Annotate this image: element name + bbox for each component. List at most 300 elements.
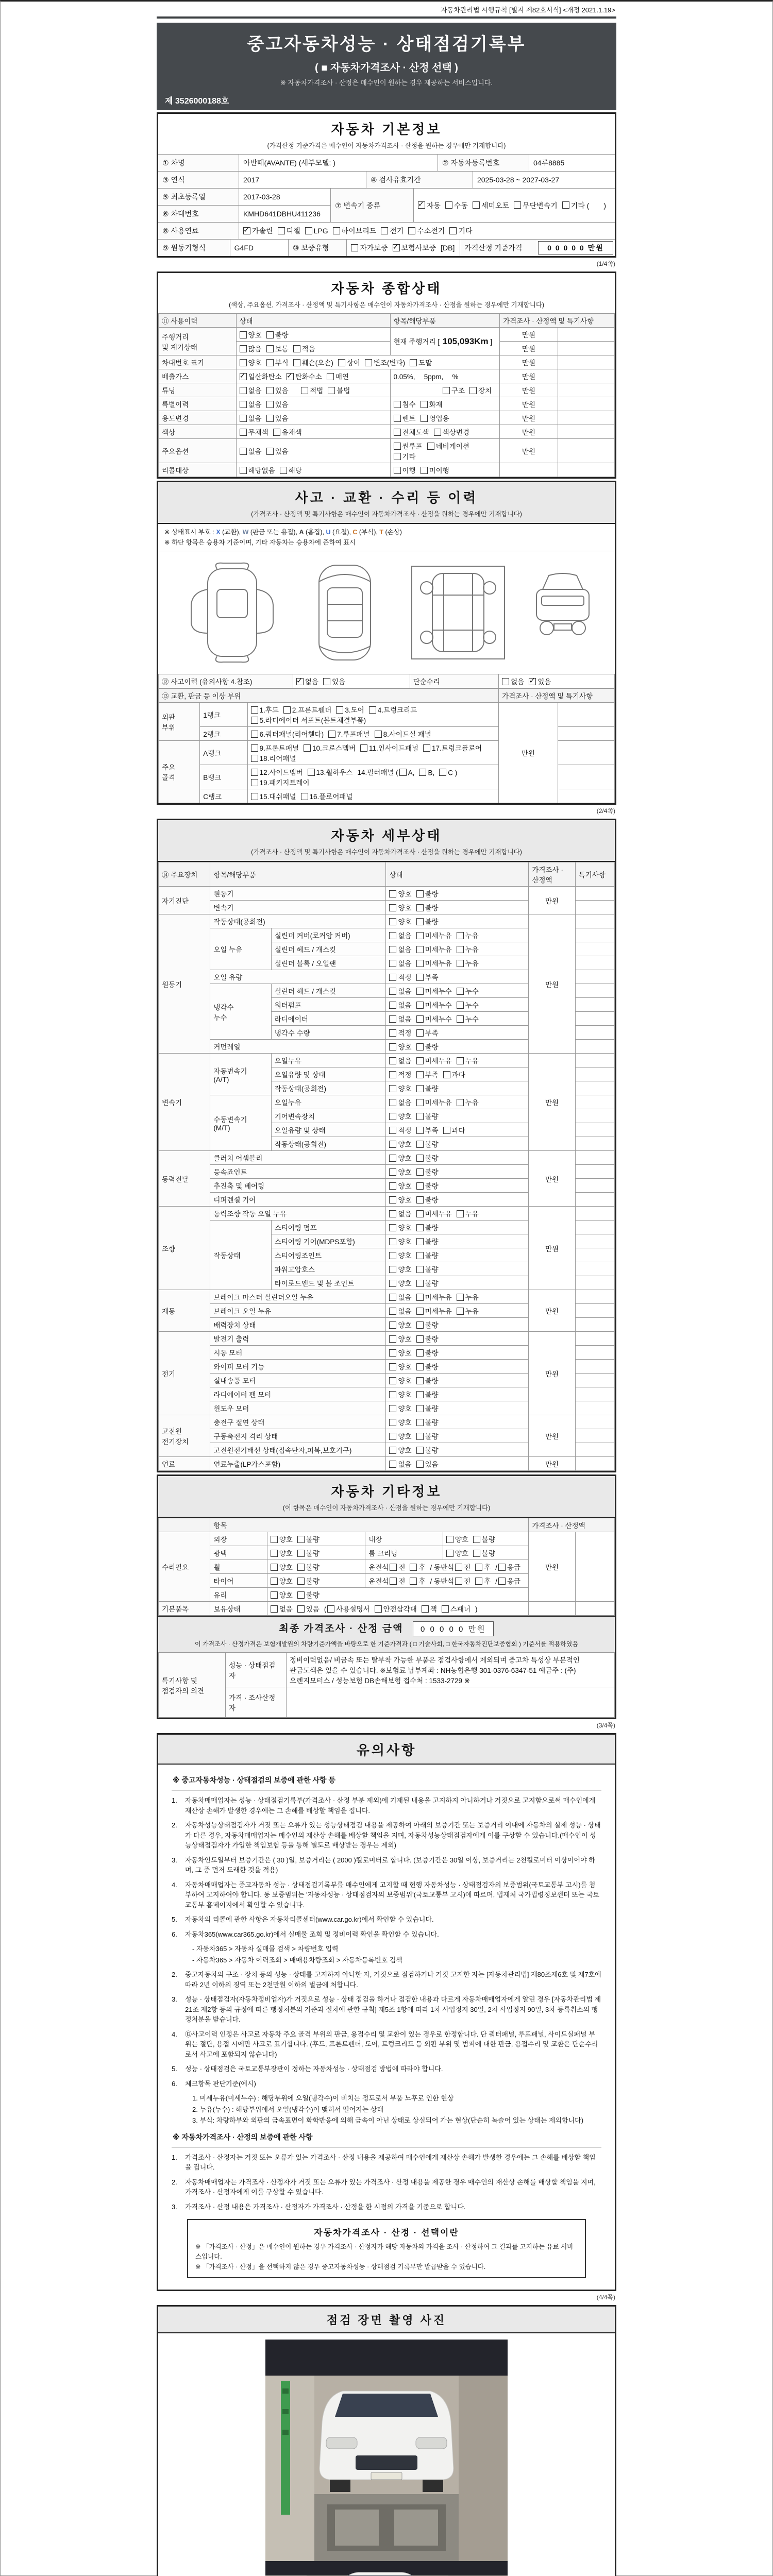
checkbox-icon[interactable] xyxy=(251,717,258,724)
checkbox-option[interactable]: 6.쿼터패널(리어휀다) xyxy=(251,728,324,739)
checkbox-icon[interactable] xyxy=(271,1578,278,1585)
checkbox-option[interactable]: 미세누유 xyxy=(416,930,452,940)
checkbox-option[interactable]: 양호 xyxy=(389,1403,411,1413)
checkbox-option[interactable]: 불량 xyxy=(416,1222,439,1232)
table-cell[interactable] xyxy=(236,439,390,463)
checkbox-icon[interactable] xyxy=(389,1085,396,1092)
table-cell[interactable] xyxy=(386,1012,529,1026)
checkbox-icon[interactable] xyxy=(389,1266,396,1273)
checkbox-option[interactable]: 누유 xyxy=(457,958,479,968)
checkbox-option[interactable]: 부족 xyxy=(416,1125,439,1135)
checkbox-option[interactable]: 있음 xyxy=(266,446,289,456)
checkbox-checked-icon[interactable] xyxy=(296,678,304,685)
checkbox-option[interactable]: 양호 xyxy=(389,1264,411,1274)
checkbox-option[interactable]: 있음 xyxy=(297,1603,320,1614)
checkbox-icon[interactable] xyxy=(421,467,428,474)
checkbox-icon[interactable] xyxy=(273,429,280,436)
checkbox-option[interactable]: 불량 xyxy=(416,1278,439,1288)
table-cell[interactable] xyxy=(390,369,500,383)
checkbox-option[interactable]: ✓ 있음 xyxy=(529,676,551,686)
checkbox-icon[interactable] xyxy=(416,1363,424,1370)
checkbox-option[interactable]: 없음 xyxy=(389,944,411,954)
checkbox-option[interactable]: 전 xyxy=(390,1575,405,1586)
checkbox-icon[interactable] xyxy=(389,1419,396,1426)
checkbox-option[interactable]: ✓ 탄화수소 xyxy=(287,371,322,381)
checkbox-option[interactable]: 누유 xyxy=(457,1055,479,1065)
checkbox-icon[interactable] xyxy=(514,201,521,209)
checkbox-option[interactable]: 양호 xyxy=(389,1153,411,1163)
checkbox-icon[interactable] xyxy=(369,706,376,714)
checkbox-icon[interactable] xyxy=(389,988,396,995)
checkbox-icon[interactable] xyxy=(423,744,430,752)
checkbox-icon[interactable] xyxy=(446,1550,453,1557)
checkbox-icon[interactable] xyxy=(416,1294,424,1301)
checkbox-icon[interactable] xyxy=(416,1002,424,1009)
table-cell[interactable] xyxy=(386,914,529,928)
checkbox-icon[interactable] xyxy=(416,1029,424,1037)
checkbox-icon[interactable] xyxy=(416,1321,424,1329)
table-cell[interactable] xyxy=(267,1546,365,1560)
checkbox-option[interactable]: 없음 xyxy=(389,1292,411,1302)
checkbox-icon[interactable] xyxy=(240,467,247,474)
checkbox-icon[interactable] xyxy=(394,415,401,422)
checkbox-option[interactable]: 없음 xyxy=(389,1097,411,1107)
checkbox-checked-icon[interactable] xyxy=(287,373,294,380)
table-cell[interactable] xyxy=(365,1560,529,1574)
checkbox-icon[interactable] xyxy=(251,744,258,752)
checkbox-icon[interactable] xyxy=(394,401,401,408)
checkbox-option[interactable]: 없음 xyxy=(389,1306,411,1316)
table-cell[interactable] xyxy=(386,1276,529,1290)
checkbox-option[interactable]: 없음 xyxy=(240,446,262,456)
checkbox-option[interactable]: 미세누수 xyxy=(416,999,452,1010)
checkbox-icon[interactable] xyxy=(389,918,396,925)
checkbox-option[interactable]: 4.트렁크리드 xyxy=(369,704,417,715)
checkbox-icon[interactable] xyxy=(475,1564,482,1571)
checkbox-option[interactable]: 응급 xyxy=(498,1575,520,1586)
checkbox-option[interactable]: 무채색 xyxy=(240,427,268,437)
table-cell[interactable] xyxy=(267,1574,365,1588)
table-cell[interactable] xyxy=(386,1026,529,1040)
checkbox-icon[interactable] xyxy=(328,387,335,394)
checkbox-option[interactable]: 적음 xyxy=(293,343,315,353)
checkbox-icon[interactable] xyxy=(394,443,401,450)
table-cell[interactable] xyxy=(386,970,529,984)
checkbox-option[interactable]: 양호 xyxy=(389,1111,411,1121)
checkbox-checked-icon[interactable] xyxy=(240,373,247,380)
checkbox-icon[interactable] xyxy=(416,1113,424,1120)
checkbox-icon[interactable] xyxy=(297,1564,305,1571)
checkbox-option[interactable]: 적정 xyxy=(389,1027,411,1038)
checkbox-icon[interactable] xyxy=(240,345,247,352)
table-cell[interactable] xyxy=(386,1095,529,1109)
checkbox-icon[interactable] xyxy=(416,1461,424,1468)
checkbox-icon[interactable] xyxy=(416,960,424,967)
checkbox-icon[interactable] xyxy=(562,201,569,209)
checkbox-option[interactable]: 불량 xyxy=(297,1562,320,1572)
checkbox-icon[interactable] xyxy=(351,244,358,251)
checkbox-icon[interactable] xyxy=(394,453,401,460)
checkbox-icon[interactable] xyxy=(394,429,401,436)
checkbox-icon[interactable] xyxy=(416,1405,424,1412)
checkbox-option[interactable]: 있음 xyxy=(416,1459,439,1469)
checkbox-icon[interactable] xyxy=(297,1550,305,1557)
checkbox-icon[interactable] xyxy=(266,345,274,352)
checkbox-icon[interactable] xyxy=(502,678,509,685)
checkbox-option[interactable]: 기타 xyxy=(449,226,472,236)
checkbox-icon[interactable] xyxy=(389,1238,396,1245)
checkbox-option[interactable]: 전기 xyxy=(381,226,404,236)
checkbox-icon[interactable] xyxy=(389,1210,396,1217)
checkbox-option[interactable]: 누수 xyxy=(457,986,479,996)
checkbox-option[interactable]: 없음 xyxy=(389,1208,411,1218)
checkbox-icon[interactable] xyxy=(439,769,446,776)
checkbox-icon[interactable] xyxy=(240,448,247,455)
table-cell[interactable] xyxy=(499,674,615,688)
checkbox-icon[interactable] xyxy=(389,1155,396,1162)
table-cell[interactable] xyxy=(386,1081,529,1095)
checkbox-option[interactable]: 누수 xyxy=(457,999,479,1010)
checkbox-icon[interactable] xyxy=(271,1564,278,1571)
checkbox-option[interactable]: 수소전기 xyxy=(408,226,445,236)
checkbox-option[interactable]: 양호 xyxy=(389,1389,411,1399)
checkbox-icon[interactable] xyxy=(389,1308,396,1315)
checkbox-option[interactable]: 미세누유 xyxy=(416,1055,452,1065)
table-cell[interactable] xyxy=(386,1248,529,1262)
checkbox-option[interactable]: ✓ 없음 xyxy=(296,676,318,686)
checkbox-icon[interactable] xyxy=(293,359,300,366)
table-cell[interactable] xyxy=(386,998,529,1012)
checkbox-icon[interactable] xyxy=(399,769,407,776)
checkbox-option[interactable]: 미세누유 xyxy=(416,1097,452,1107)
checkbox-option[interactable]: 네비게이션 xyxy=(427,440,469,451)
checkbox-icon[interactable] xyxy=(416,1127,424,1134)
checkbox-icon[interactable] xyxy=(297,1591,305,1599)
checkbox-option[interactable]: 양호 xyxy=(389,1445,411,1455)
checkbox-icon[interactable] xyxy=(416,988,424,995)
checkbox-icon[interactable] xyxy=(389,1335,396,1343)
checkbox-option[interactable]: 없음 xyxy=(389,1013,411,1024)
checkbox-option[interactable]: 양호 xyxy=(389,1166,411,1177)
checkbox-option[interactable]: 5.라디에이터 서포트(볼트체결부품) xyxy=(251,715,366,725)
checkbox-option[interactable]: 양호 xyxy=(389,1194,411,1205)
checkbox-icon[interactable] xyxy=(389,1321,396,1329)
checkbox-icon[interactable] xyxy=(389,1141,396,1148)
checkbox-icon[interactable] xyxy=(251,731,258,738)
table-cell[interactable] xyxy=(386,1443,529,1457)
checkbox-icon[interactable] xyxy=(390,1564,397,1571)
checkbox-option[interactable]: 후 xyxy=(410,1562,425,1572)
checkbox-icon[interactable] xyxy=(389,1182,396,1190)
checkbox-icon[interactable] xyxy=(442,1605,449,1613)
checkbox-icon[interactable] xyxy=(381,227,388,234)
checkbox-option[interactable]: 누수 xyxy=(457,1013,479,1024)
checkbox-option[interactable]: 없음 xyxy=(240,399,262,409)
checkbox-option[interactable]: 없음 xyxy=(389,958,411,968)
checkbox-option[interactable]: 없음 xyxy=(389,930,411,940)
checkbox-icon[interactable] xyxy=(457,988,464,995)
checkbox-icon[interactable] xyxy=(457,946,464,953)
table-cell[interactable] xyxy=(236,425,390,439)
checkbox-option[interactable]: 과다 xyxy=(443,1069,465,1079)
checkbox-icon[interactable] xyxy=(240,387,247,394)
checkbox-option[interactable]: 10.크로스멤버 xyxy=(304,742,356,753)
checkbox-icon[interactable] xyxy=(240,429,247,436)
checkbox-option[interactable]: 사용설명서 xyxy=(327,1603,369,1614)
checkbox-option[interactable]: 양호 xyxy=(389,1333,411,1344)
checkbox-icon[interactable] xyxy=(434,429,441,436)
checkbox-icon[interactable] xyxy=(251,706,258,714)
checkbox-option[interactable]: 3.도어 xyxy=(336,704,364,715)
checkbox-option[interactable]: 불량 xyxy=(416,1250,439,1260)
table-cell[interactable] xyxy=(386,1137,529,1151)
checkbox-icon[interactable] xyxy=(389,932,396,939)
table-cell[interactable] xyxy=(247,703,499,727)
checkbox-option[interactable]: 장치 xyxy=(469,385,492,395)
checkbox-option[interactable]: 양호 xyxy=(389,916,411,926)
checkbox-option[interactable]: 양호 xyxy=(389,1041,411,1052)
checkbox-icon[interactable] xyxy=(421,415,428,422)
checkbox-icon[interactable] xyxy=(389,1168,396,1176)
checkbox-option[interactable]: 누유 xyxy=(457,1208,479,1218)
checkbox-icon[interactable] xyxy=(416,1419,424,1426)
checkbox-icon[interactable] xyxy=(473,201,480,209)
table-cell[interactable] xyxy=(386,1387,529,1401)
checkbox-icon[interactable] xyxy=(408,227,415,234)
table-cell[interactable] xyxy=(386,1415,529,1429)
checkbox-option[interactable]: 불량 xyxy=(416,1139,439,1149)
checkbox-option[interactable]: 상이 xyxy=(338,357,360,367)
checkbox-option[interactable]: 불량 xyxy=(416,1375,439,1385)
checkbox-checked-icon[interactable] xyxy=(529,678,536,685)
checkbox-icon[interactable] xyxy=(473,1536,480,1543)
checkbox-icon[interactable] xyxy=(389,1252,396,1259)
checkbox-checked-icon[interactable] xyxy=(393,244,400,251)
checkbox-icon[interactable] xyxy=(416,1335,424,1343)
checkbox-icon[interactable] xyxy=(389,1099,396,1106)
checkbox-icon[interactable] xyxy=(240,359,247,366)
checkbox-icon[interactable] xyxy=(445,201,452,209)
table-cell[interactable] xyxy=(236,397,390,411)
checkbox-icon[interactable] xyxy=(266,401,274,408)
checkbox-option[interactable]: B, xyxy=(419,769,434,777)
checkbox-option[interactable]: 양호 xyxy=(389,1222,411,1232)
checkbox-icon[interactable] xyxy=(457,1057,464,1064)
checkbox-icon[interactable] xyxy=(280,467,287,474)
table-cell[interactable] xyxy=(386,1165,529,1179)
table-cell[interactable] xyxy=(386,1401,529,1415)
checkbox-icon[interactable] xyxy=(389,946,396,953)
checkbox-icon[interactable] xyxy=(416,918,424,925)
checkbox-option[interactable]: 수동 xyxy=(445,200,468,211)
checkbox-option[interactable]: 불량 xyxy=(416,916,439,926)
checkbox-option[interactable]: 있음 xyxy=(323,676,345,686)
checkbox-icon[interactable] xyxy=(389,1349,396,1357)
checkbox-icon[interactable] xyxy=(416,1015,424,1023)
checkbox-option[interactable]: 양호 xyxy=(389,1347,411,1358)
checkbox-option[interactable]: 불량 xyxy=(416,1445,439,1455)
checkbox-icon[interactable] xyxy=(293,345,300,352)
checkbox-option[interactable]: 불량 xyxy=(297,1534,320,1544)
checkbox-option[interactable]: 양호 xyxy=(271,1575,293,1586)
checkbox-option[interactable]: 후 xyxy=(410,1575,425,1586)
checkbox-option[interactable]: 양호 xyxy=(389,1139,411,1149)
checkbox-icon[interactable] xyxy=(416,1196,424,1204)
checkbox-option[interactable]: 불량 xyxy=(416,1111,439,1121)
checkbox-icon[interactable] xyxy=(416,1349,424,1357)
checkbox-checked-icon[interactable] xyxy=(243,227,250,234)
checkbox-option[interactable]: 17.트렁크플로어 xyxy=(423,742,482,753)
table-cell[interactable] xyxy=(386,942,529,956)
table-cell[interactable] xyxy=(386,887,529,901)
table-cell[interactable] xyxy=(386,1304,529,1318)
checkbox-option[interactable]: 도말 xyxy=(410,357,432,367)
checkbox-icon[interactable] xyxy=(301,387,308,394)
checkbox-option[interactable]: 누유 xyxy=(457,1306,479,1316)
table-cell[interactable] xyxy=(386,1429,529,1443)
checkbox-icon[interactable] xyxy=(271,1605,278,1613)
checkbox-icon[interactable] xyxy=(449,227,457,234)
checkbox-icon[interactable] xyxy=(389,1113,396,1120)
checkbox-option[interactable]: 양호 xyxy=(271,1548,293,1558)
table-cell[interactable] xyxy=(365,1574,529,1588)
checkbox-option[interactable]: 부식 xyxy=(266,357,289,367)
checkbox-icon[interactable] xyxy=(271,1591,278,1599)
checkbox-option[interactable]: 썬루프 xyxy=(394,440,423,451)
table-cell[interactable] xyxy=(247,765,499,789)
checkbox-icon[interactable] xyxy=(416,1238,424,1245)
checkbox-icon[interactable] xyxy=(389,1043,396,1050)
checkbox-option[interactable]: 변조(변타) xyxy=(365,357,405,367)
checkbox-option[interactable]: 양호 xyxy=(389,1250,411,1260)
checkbox-option[interactable]: 양호 xyxy=(271,1562,293,1572)
table-cell[interactable] xyxy=(386,1207,529,1221)
checkbox-option[interactable]: 미세누유 xyxy=(416,958,452,968)
checkbox-option[interactable]: 후 xyxy=(475,1575,491,1586)
checkbox-icon[interactable] xyxy=(419,769,426,776)
table-cell[interactable] xyxy=(236,369,390,383)
checkbox-option[interactable]: 디젤 xyxy=(278,226,300,236)
table-cell[interactable] xyxy=(390,439,500,463)
checkbox-icon[interactable] xyxy=(457,1308,464,1315)
checkbox-option[interactable]: 양호 xyxy=(389,1236,411,1246)
checkbox-option[interactable]: 적법 xyxy=(301,385,323,395)
table-cell[interactable] xyxy=(386,1123,529,1137)
checkbox-icon[interactable] xyxy=(308,769,315,776)
checkbox-icon[interactable] xyxy=(416,1280,424,1287)
checkbox-option[interactable]: 미세누수 xyxy=(416,1013,452,1024)
checkbox-icon[interactable] xyxy=(333,227,340,234)
checkbox-icon[interactable] xyxy=(469,387,477,394)
checkbox-option[interactable]: 미세누유 xyxy=(416,1292,452,1302)
checkbox-option[interactable]: 양호 xyxy=(271,1534,293,1544)
checkbox-icon[interactable] xyxy=(389,904,396,911)
checkbox-icon[interactable] xyxy=(410,359,417,366)
table-cell[interactable] xyxy=(390,463,500,477)
checkbox-icon[interactable] xyxy=(389,1433,396,1440)
checkbox-icon[interactable] xyxy=(416,1168,424,1176)
checkbox-icon[interactable] xyxy=(297,1605,305,1613)
checkbox-icon[interactable] xyxy=(251,779,258,786)
checkbox-option[interactable]: 양호 xyxy=(389,888,411,899)
checkbox-icon[interactable] xyxy=(416,1308,424,1315)
checkbox-option[interactable]: 누유 xyxy=(457,930,479,940)
checkbox-checked-icon[interactable] xyxy=(418,201,425,209)
checkbox-option[interactable]: 미세누수 xyxy=(416,986,452,996)
table-cell[interactable] xyxy=(236,342,390,355)
checkbox-option[interactable]: 미세누유 xyxy=(416,1208,452,1218)
checkbox-option[interactable]: 15.대쉬패널 xyxy=(251,791,296,801)
checkbox-icon[interactable] xyxy=(360,744,367,752)
checkbox-icon[interactable] xyxy=(457,1015,464,1023)
checkbox-icon[interactable] xyxy=(389,1127,396,1134)
checkbox-option[interactable]: 양호 xyxy=(389,1319,411,1330)
checkbox-option[interactable]: 없음 xyxy=(389,986,411,996)
checkbox-option[interactable]: 19.패키지트레이 xyxy=(251,777,310,787)
checkbox-icon[interactable] xyxy=(416,904,424,911)
checkbox-option[interactable]: 불량 xyxy=(266,329,289,340)
table-cell[interactable] xyxy=(386,1040,529,1054)
checkbox-icon[interactable] xyxy=(421,401,428,408)
checkbox-option[interactable]: 훼손(오손) xyxy=(293,357,333,367)
checkbox-icon[interactable] xyxy=(416,1210,424,1217)
checkbox-option[interactable]: 양호 xyxy=(446,1548,468,1558)
checkbox-icon[interactable] xyxy=(271,1550,278,1557)
checkbox-icon[interactable] xyxy=(443,1071,450,1078)
checkbox-option[interactable]: 무단변속기 xyxy=(514,200,558,211)
checkbox-option[interactable]: C ) xyxy=(439,769,457,777)
checkbox-option[interactable]: 영업용 xyxy=(421,413,449,423)
checkbox-icon[interactable] xyxy=(283,706,291,714)
checkbox-option[interactable]: 부족 xyxy=(416,972,439,982)
checkbox-icon[interactable] xyxy=(327,1605,334,1613)
checkbox-icon[interactable] xyxy=(455,1564,462,1571)
checkbox-icon[interactable] xyxy=(416,1377,424,1384)
table-cell[interactable] xyxy=(247,789,499,803)
checkbox-option[interactable]: 불량 xyxy=(416,902,439,912)
checkbox-icon[interactable] xyxy=(375,731,382,738)
table-cell[interactable] xyxy=(386,1067,529,1081)
checkbox-option[interactable]: 침수 xyxy=(394,399,416,409)
checkbox-icon[interactable] xyxy=(389,1363,396,1370)
checkbox-option[interactable]: LPG xyxy=(305,227,328,235)
table-cell[interactable] xyxy=(386,1360,529,1374)
checkbox-option[interactable]: 해당 xyxy=(280,465,302,475)
table-cell[interactable] xyxy=(386,901,529,914)
table-cell[interactable] xyxy=(390,328,500,355)
checkbox-option[interactable]: 13.휠하우스 xyxy=(308,767,353,777)
checkbox-option[interactable]: 미세누유 xyxy=(416,1306,452,1316)
checkbox-icon[interactable] xyxy=(394,467,401,474)
table-cell[interactable] xyxy=(443,1546,529,1560)
checkbox-option[interactable]: 응급 xyxy=(498,1562,520,1572)
checkbox-option[interactable]: ✓ 자동 xyxy=(418,200,441,211)
checkbox-option[interactable]: 없음 xyxy=(389,1459,411,1469)
checkbox-option[interactable]: 있음 xyxy=(266,385,289,395)
checkbox-option[interactable]: 부족 xyxy=(416,1069,439,1079)
checkbox-option[interactable]: 불량 xyxy=(416,1194,439,1205)
checkbox-icon[interactable] xyxy=(498,1578,506,1585)
checkbox-icon[interactable] xyxy=(410,1564,417,1571)
checkbox-icon[interactable] xyxy=(389,1002,396,1009)
checkbox-option[interactable]: 있음 xyxy=(266,413,289,423)
table-cell[interactable] xyxy=(386,1346,529,1360)
checkbox-icon[interactable] xyxy=(416,1141,424,1148)
checkbox-icon[interactable] xyxy=(457,1099,464,1106)
checkbox-option[interactable]: 양호 xyxy=(389,1361,411,1371)
table-cell[interactable] xyxy=(386,1332,529,1346)
table-cell[interactable] xyxy=(386,1054,529,1067)
